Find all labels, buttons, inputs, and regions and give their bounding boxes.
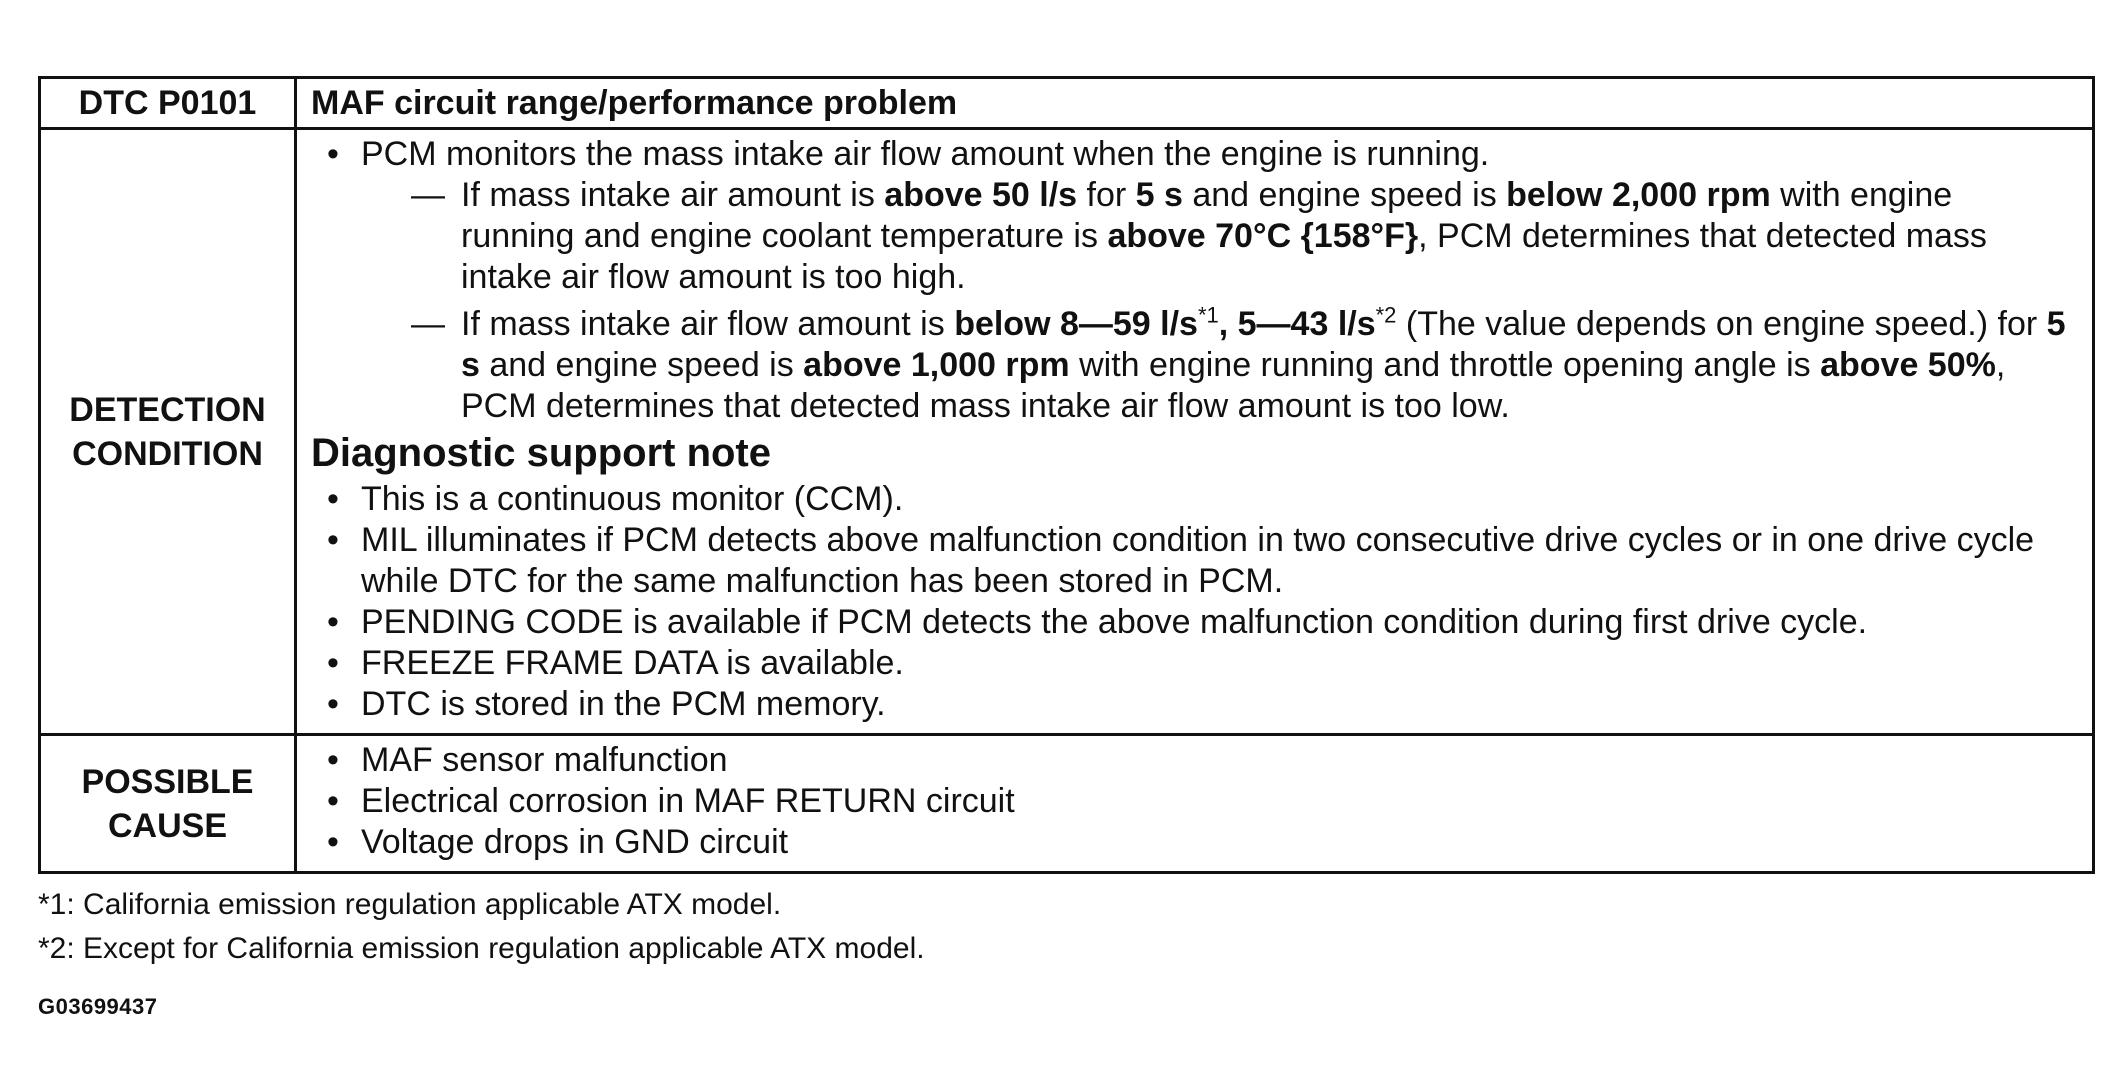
list-item: • This is a continuous monitor (CCM). <box>311 479 2072 520</box>
bullet-icon: • <box>327 741 339 779</box>
list-item <box>311 134 2072 427</box>
bullet-icon: • <box>327 603 339 641</box>
detection-row <box>40 129 2094 735</box>
cause-content <box>296 735 2094 873</box>
dtc-title: MAF circuit range/performance problem <box>296 78 2094 129</box>
cause-label-line1: POSSIBLE <box>81 762 254 801</box>
detection-content <box>296 129 2094 735</box>
footnotes <box>38 883 925 971</box>
bullet-icon: • <box>327 644 339 682</box>
cause-list <box>311 740 2072 863</box>
support-list <box>311 479 2072 725</box>
list-item: • DTC is stored in the PCM memory. <box>311 684 2072 725</box>
detection-label <box>40 129 296 735</box>
bullet-icon: • <box>327 521 339 559</box>
dash-icon: — <box>411 305 445 343</box>
list-item: • Electrical corrosion in MAF RETURN circuit <box>311 781 2072 822</box>
detection-label-line1: DETECTION <box>69 390 266 429</box>
dash-icon: — <box>411 176 445 214</box>
cause-row <box>40 735 2094 873</box>
bullet-icon: • <box>327 782 339 820</box>
dtc-table <box>38 76 2095 874</box>
bullet-icon: • <box>327 135 339 173</box>
monitor-list <box>311 134 2072 427</box>
bullet-icon: • <box>327 480 339 518</box>
footnote-2: *2: Except for California emission regulation applicable ATX model. <box>38 932 925 965</box>
image-id: G03699437 <box>38 994 158 1019</box>
list-item: • MAF sensor malfunction <box>311 740 2072 781</box>
header-row <box>40 78 2094 129</box>
cause-label <box>40 735 296 873</box>
list-item: • PENDING CODE is available if PCM detects the above malfunction condition during first drive cycle. <box>311 602 2072 643</box>
support-heading: Diagnostic support note <box>311 431 771 475</box>
bullet-icon: • <box>327 823 339 861</box>
footnote-1: *1: California emission regulation applicable ATX model. <box>38 888 782 921</box>
list-item: • FREEZE FRAME DATA is available. <box>311 643 2072 684</box>
cause-label-line2: CAUSE <box>107 806 228 845</box>
dtc-code: DTC P0101 <box>40 78 296 129</box>
monitor-text: PCM monitors the mass intake air flow amount when the engine is running. <box>361 135 1490 173</box>
detection-label-line2: CONDITION <box>72 434 263 473</box>
list-item: • MIL illuminates if PCM detects above malfunction condition in two consecutive drive cycles or in one drive cycle while DTC for the same malfunction has been stored in PCM. <box>311 520 2072 602</box>
condition-high: — If mass intake air amount is above 50 l/s for 5 s and engine speed is below 2,000 rpm with engine running and engine coolant temperature is above 70°C {158°F}, PCM determines that detected mass intake air flow amount is too high. <box>411 176 1987 296</box>
bullet-icon: • <box>327 685 339 723</box>
condition-low: — If mass intake air flow amount is below 8—59 $l/s^{*1}$, 5—43 $l/s^{*2}$ (The value depends on engine speed.) for 5 s and engine speed is above 1,000 rpm with engine running and throttle opening angle is above 50%, PCM determines that detected mass intake air flow amount is too low. <box>411 302 2066 425</box>
list-item: • Voltage drops in GND circuit <box>311 822 2072 863</box>
